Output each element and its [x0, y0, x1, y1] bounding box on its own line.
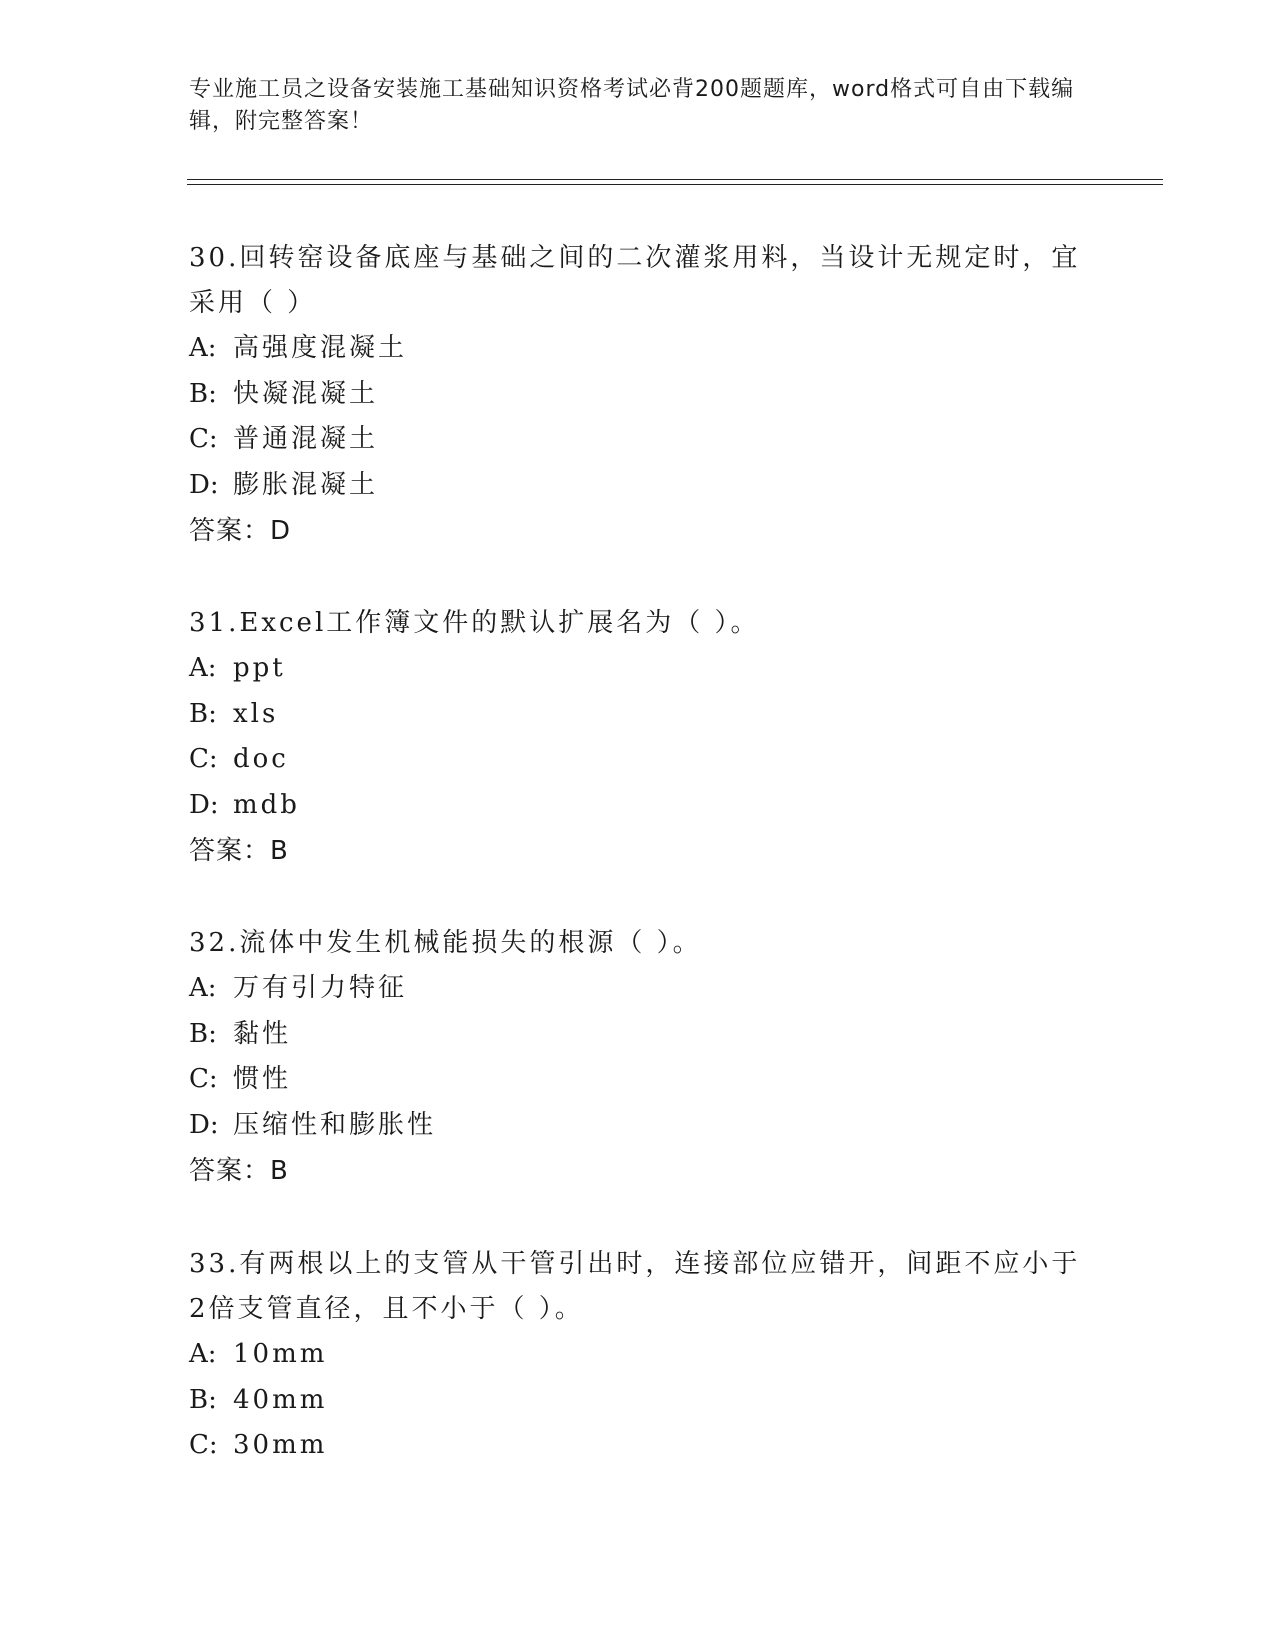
option-text: 10mm: [233, 1339, 328, 1369]
option-label: B:: [189, 1018, 217, 1049]
option-text: 40mm: [233, 1384, 328, 1415]
option-text: mdb: [233, 789, 300, 820]
option-label: A:: [189, 333, 217, 363]
option-label: D:: [189, 789, 219, 820]
question-text: 31.Excel工作簿文件的默认扩展名为（ ）。: [189, 608, 760, 638]
option-d: [189, 1103, 1089, 1149]
option-text: doc: [233, 744, 289, 774]
question-text: 32.流体中发生机械能损失的根源（ ）。: [189, 928, 702, 958]
option-label: A:: [189, 973, 217, 1003]
option-c: [189, 417, 1089, 463]
option-text: ppt: [233, 653, 286, 683]
option-label: C:: [189, 424, 218, 454]
option-c: [189, 1057, 1089, 1103]
option-d: [189, 783, 1089, 829]
option-text: 膨胀混凝土: [233, 469, 379, 500]
option-label: C:: [189, 1430, 218, 1460]
option-text: 30mm: [233, 1430, 328, 1460]
option-b: [189, 692, 1089, 738]
option-text: 高强度混凝土: [233, 333, 408, 363]
option-label: D:: [189, 1109, 219, 1140]
option-text: 万有引力特征: [233, 973, 408, 1003]
option-text: 压缩性和膨胀性: [233, 1109, 437, 1140]
option-text: 快凝混凝土: [233, 378, 379, 409]
option-label: B:: [189, 378, 217, 409]
answer-text: 答案：D: [189, 516, 292, 546]
option-label: C:: [189, 744, 218, 774]
option-a: [189, 326, 1089, 372]
option-b: [189, 1012, 1089, 1058]
question-30: [189, 236, 1089, 554]
question-32: [189, 921, 1089, 1194]
header-divider-line-2: [187, 184, 1163, 185]
header-divider-line: [187, 179, 1163, 180]
option-c: [189, 1423, 1089, 1469]
option-text: 惯性: [233, 1064, 292, 1094]
option-label: D:: [189, 469, 219, 500]
option-a: [189, 646, 1089, 692]
option-label: A:: [189, 1339, 217, 1369]
option-text: 黏性: [233, 1018, 292, 1049]
answer-text: 答案：B: [189, 836, 289, 866]
question-text: 33.有两根以上的支管从干管引出时，连接部位应错开，间距不应小于2倍支管直径，且不小于（ ）。: [189, 1249, 1081, 1324]
option-label: B:: [189, 1384, 217, 1415]
question-text: 30.回转窑设备底座与基础之间的二次灌浆用料，当设计无规定时，宜采用（ ）: [189, 243, 1081, 318]
option-text: xls: [233, 698, 279, 729]
option-d: [189, 463, 1089, 509]
option-text: 普通混凝土: [233, 424, 379, 454]
option-label: B:: [189, 698, 217, 729]
option-label: A:: [189, 653, 217, 683]
answer-text: 答案：B: [189, 1156, 289, 1186]
option-b: [189, 1378, 1089, 1424]
question-33: [189, 1242, 1089, 1469]
option-label: C:: [189, 1064, 218, 1094]
option-a: [189, 966, 1089, 1012]
option-a: [189, 1332, 1089, 1378]
option-c: [189, 737, 1089, 783]
document-header: 专业施工员之设备安装施工基础知识资格考试必背200题题库，word格式可自由下载编辑，附完整答案！: [189, 77, 1075, 134]
option-b: [189, 372, 1089, 418]
question-31: [189, 601, 1089, 874]
